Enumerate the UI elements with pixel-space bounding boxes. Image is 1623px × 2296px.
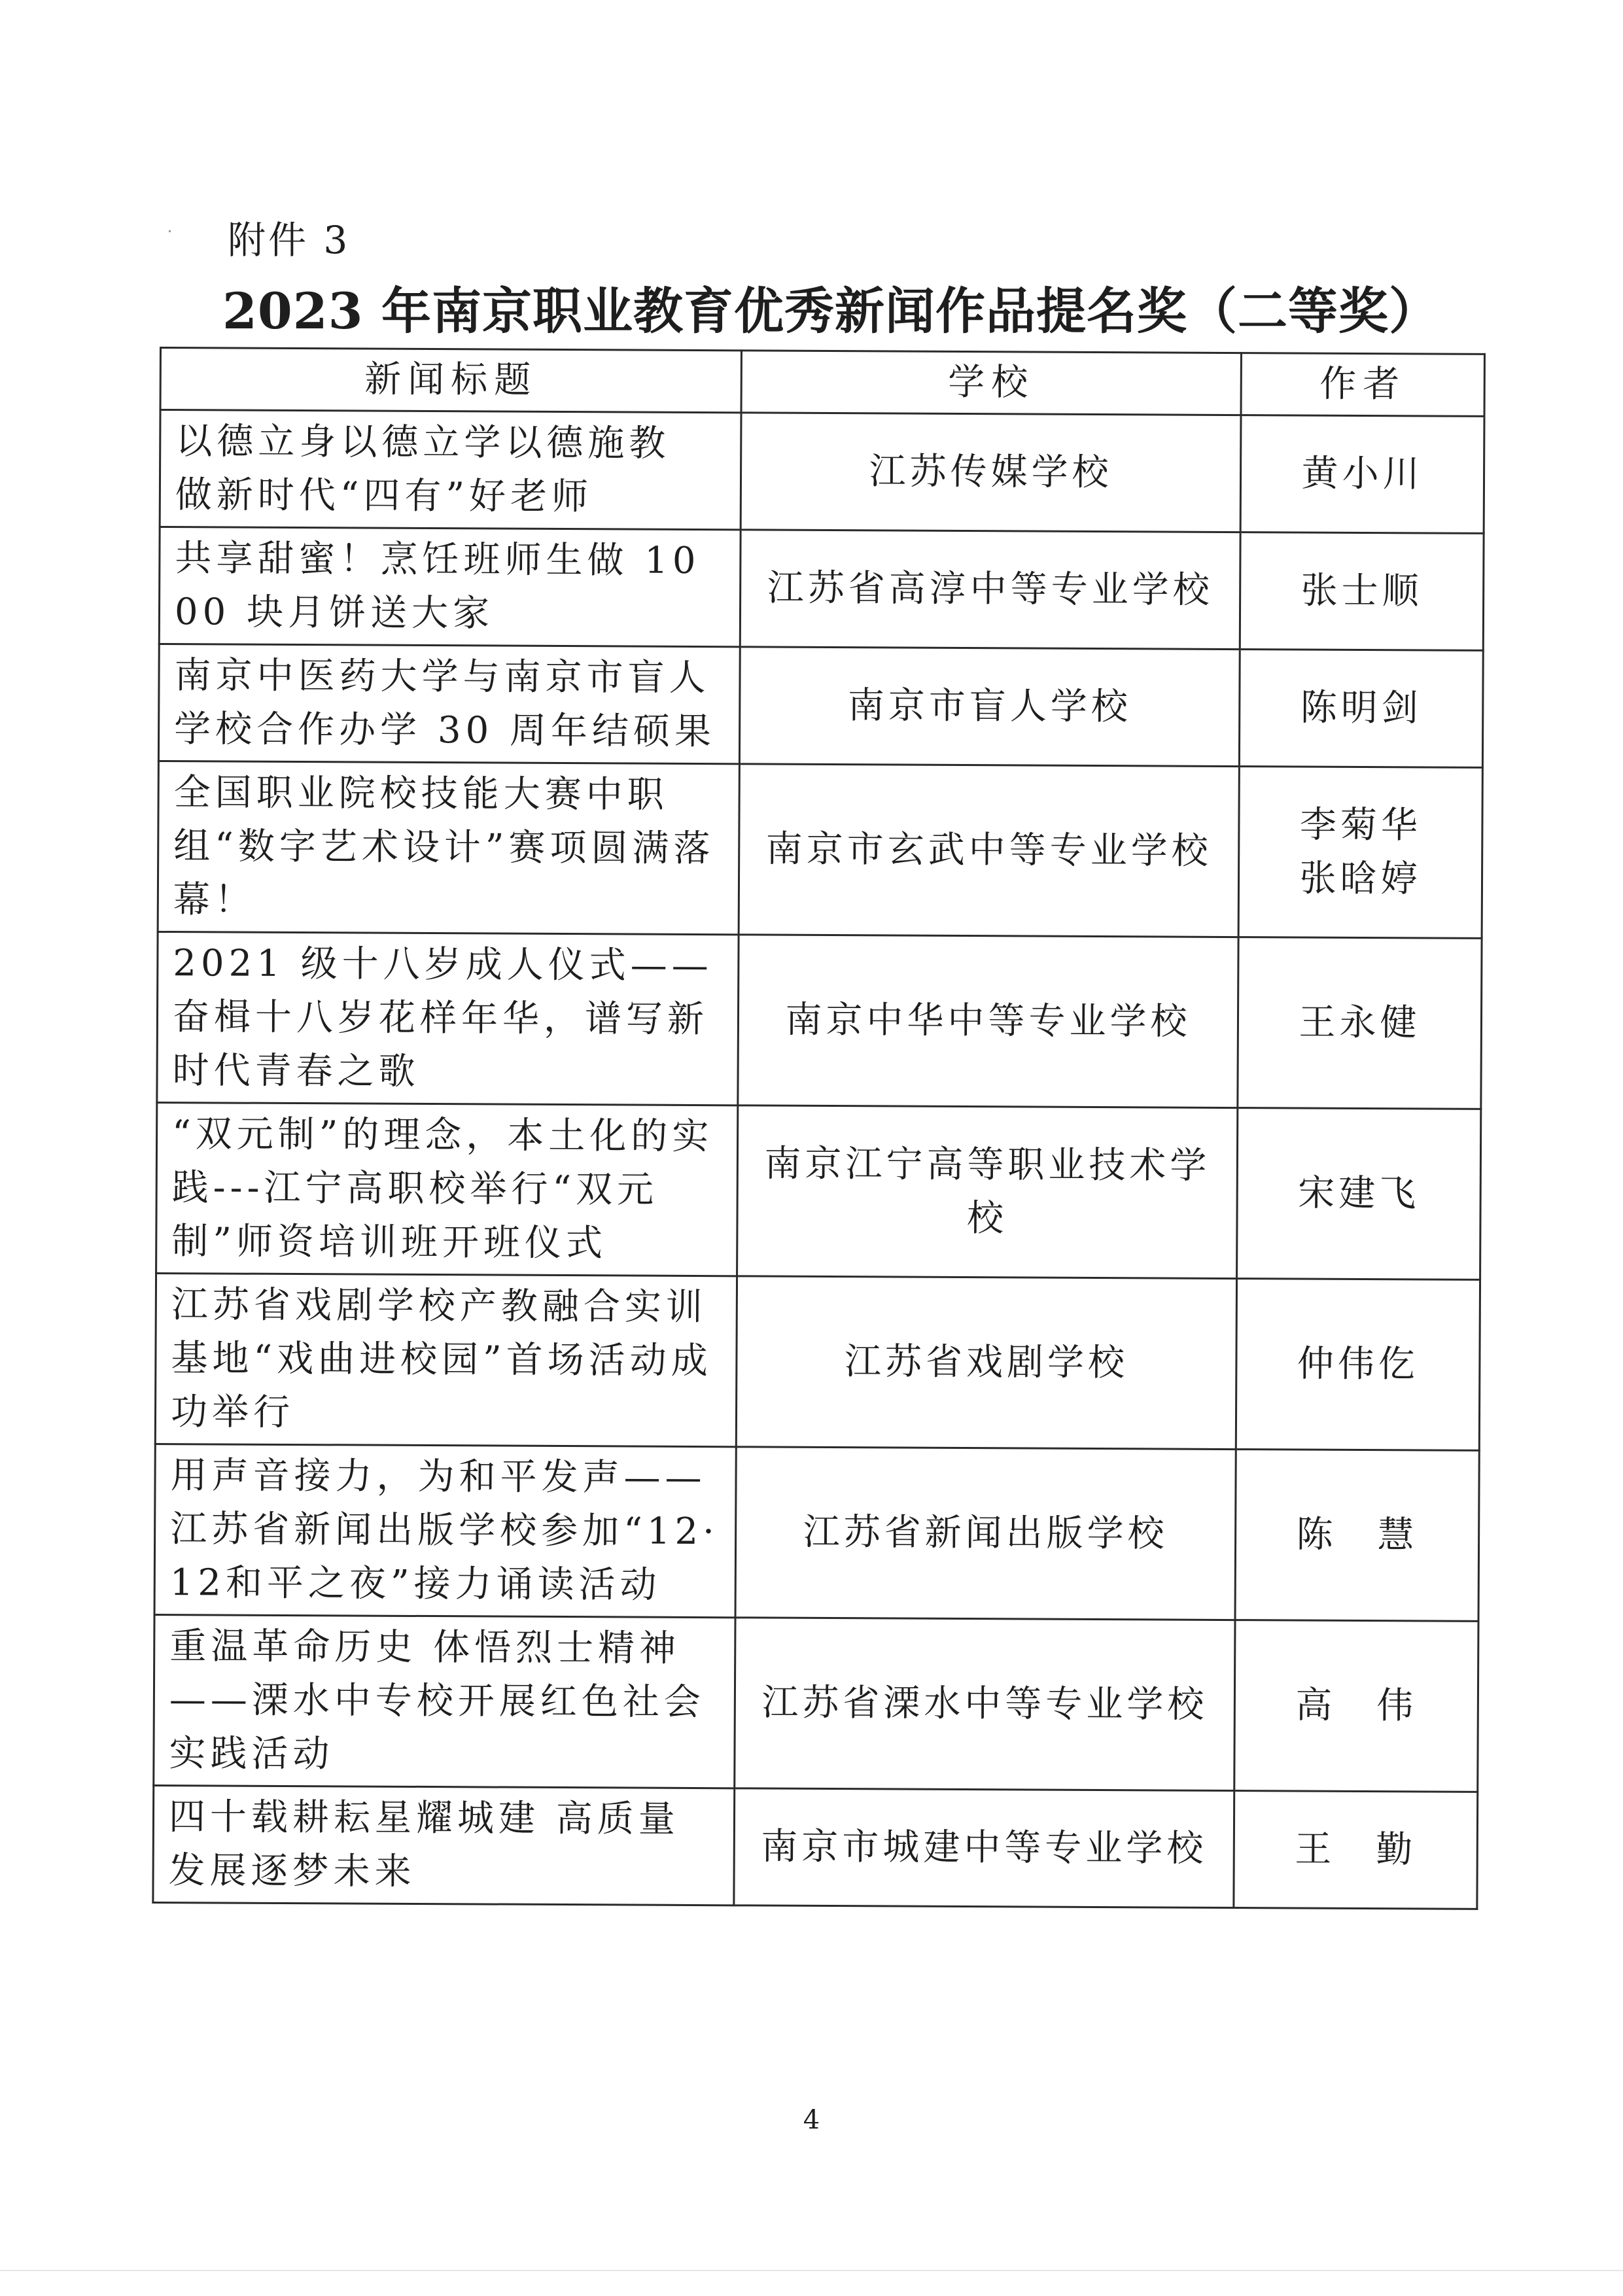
awards-table xyxy=(152,347,1486,1910)
author-cell xyxy=(1240,415,1484,534)
news-title-cell: 全国职业院校技能大赛中职组“数字艺术设计”赛项圆满落幕！ xyxy=(158,761,739,934)
header-news-title: 新闻标题 xyxy=(160,348,741,413)
author-cell xyxy=(1235,1450,1479,1622)
school-cell: 南京江宁高等职业技术学校 xyxy=(737,1105,1238,1279)
header-school: 学校 xyxy=(741,351,1241,415)
author-cell xyxy=(1239,650,1483,768)
author-cell xyxy=(1234,1791,1478,1909)
table-row xyxy=(158,761,1482,938)
author-name: 陈明剑 xyxy=(1300,686,1422,730)
news-title-cell: 共享甜蜜！烹饪班师生做 1000 块月饼送大家 xyxy=(159,527,741,647)
page-title: 2023 年南京职业教育优秀新闻作品提名奖（二等奖） xyxy=(222,282,1439,340)
news-title-cell: 四十载耕耘星耀城建 高质量发展逐梦未来 xyxy=(153,1785,735,1905)
author-cell xyxy=(1238,767,1482,939)
table-row xyxy=(160,410,1484,534)
author-cell xyxy=(1234,1620,1478,1792)
author-cell xyxy=(1240,532,1484,651)
table-row xyxy=(157,931,1482,1109)
author-cell xyxy=(1237,1108,1481,1280)
news-title-cell: 用声音接力，为和平发声——江苏省新闻出版学校参加“12·12和平之夜”接力诵读活动 xyxy=(154,1444,736,1617)
scan-speck xyxy=(169,230,171,232)
school-cell: 南京中华中等专业学校 xyxy=(738,935,1238,1108)
school-cell: 江苏省戏剧学校 xyxy=(736,1276,1236,1450)
author-name: 陈 慧 xyxy=(1296,1513,1418,1557)
table-row xyxy=(156,1102,1481,1279)
page-number: 4 xyxy=(803,2105,820,2135)
school-cell: 南京市城建中等专业学校 xyxy=(734,1788,1234,1908)
school-cell: 江苏省溧水中等专业学校 xyxy=(735,1618,1235,1791)
scan-edge-line xyxy=(0,2270,1623,2271)
author-name: 高 伟 xyxy=(1295,1684,1418,1728)
news-title-cell: 江苏省戏剧学校产教融合实训基地“戏曲进校园”首场活动成功举行 xyxy=(155,1273,737,1446)
table-row xyxy=(153,1785,1478,1909)
author-name: 宋建飞 xyxy=(1298,1172,1420,1215)
news-title-cell: “双元制”的理念，本土化的实践---江宁高职校举行“双元制”师资培训班开班仪式 xyxy=(156,1102,738,1276)
table-row xyxy=(154,1444,1479,1621)
table-row xyxy=(154,1614,1478,1792)
header-author: 作者 xyxy=(1241,353,1484,417)
author-name: 黄小川 xyxy=(1301,452,1423,496)
news-title-cell: 以德立身以德立学以德施教 做新时代“四有”好老师 xyxy=(160,410,741,530)
news-title-cell: 2021 级十八岁成人仪式——奋楫十八岁花样年华，谱写新时代青春之歌 xyxy=(157,931,739,1105)
attachment-label: 附件 3 xyxy=(228,218,351,262)
author-name: 李菊华 xyxy=(1299,803,1422,847)
school-cell: 南京市盲人学校 xyxy=(739,647,1240,767)
author-cell xyxy=(1236,1279,1480,1451)
table-header-row xyxy=(160,348,1484,417)
author-name: 张晗婷 xyxy=(1299,857,1422,901)
school-cell: 江苏省高淳中等专业学校 xyxy=(740,530,1240,650)
school-cell: 江苏省新闻出版学校 xyxy=(735,1447,1236,1620)
news-title-cell: 重温革命历史 体悟烈士精神——溧水中专校开展红色社会实践活动 xyxy=(154,1614,735,1788)
school-cell: 南京市玄武中等专业学校 xyxy=(739,764,1239,937)
author-name: 王永健 xyxy=(1299,1001,1421,1045)
table-row xyxy=(155,1273,1480,1450)
author-cell xyxy=(1238,937,1482,1109)
news-title-cell: 南京中医药大学与南京市盲人学校合作办学 30 周年结硕果 xyxy=(158,644,740,764)
author-name: 王 勤 xyxy=(1295,1828,1417,1871)
table-row xyxy=(158,644,1483,768)
author-name: 仲伟仡 xyxy=(1297,1342,1420,1386)
school-cell: 江苏传媒学校 xyxy=(741,413,1241,532)
table-row xyxy=(159,527,1484,651)
author-name: 张士顺 xyxy=(1300,569,1423,613)
